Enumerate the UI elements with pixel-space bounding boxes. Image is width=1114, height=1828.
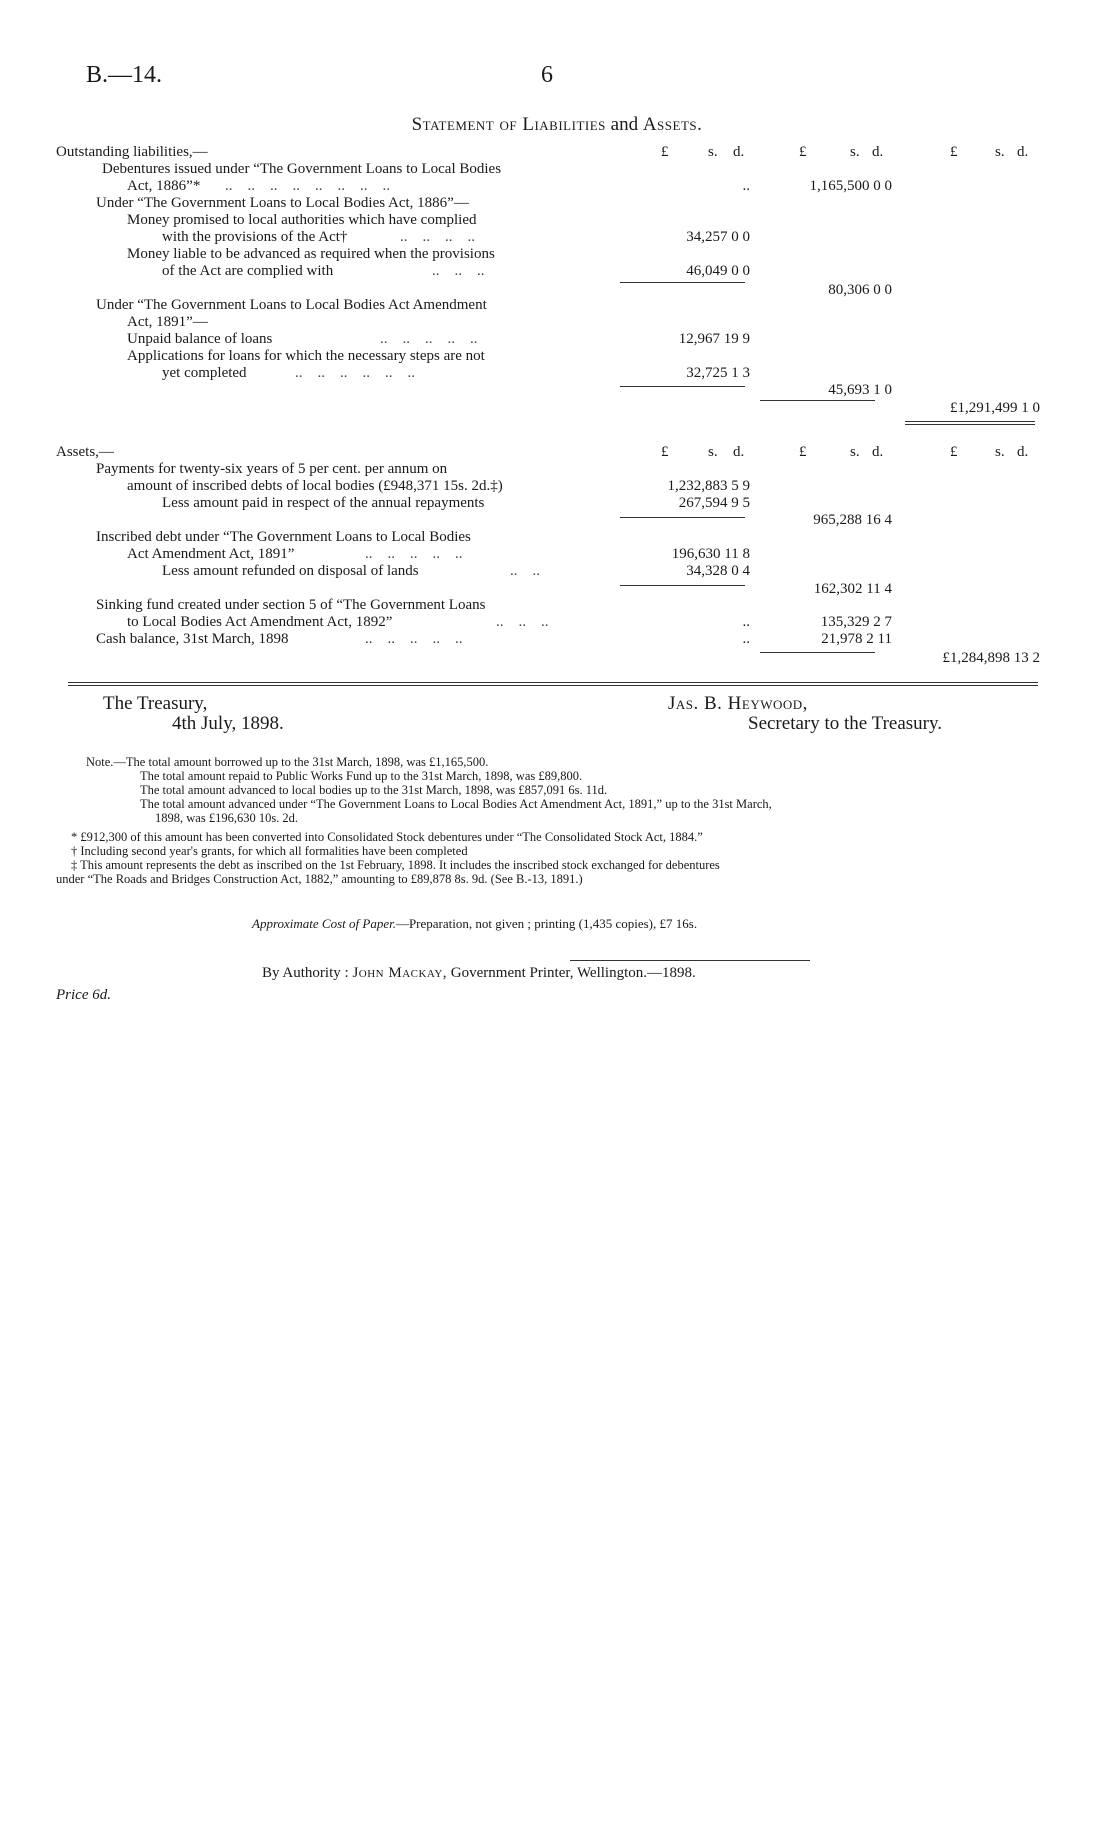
- sinking-row-1: [0, 596, 1114, 614]
- assets-total-row: [0, 649, 1114, 667]
- debentures-col1: ..: [742, 178, 750, 194]
- col1-pound-header: £: [661, 444, 669, 460]
- liable-row-1: [0, 245, 1114, 263]
- title-part-1: Statement of Liabilities: [411, 114, 606, 135]
- signature-date: 4th July, 1898.: [172, 713, 284, 734]
- note-line-1: Note.—The total amount borrowed up to the 31st March, 1898, was £1,165,500.: [86, 755, 489, 769]
- less-repayments-row: [0, 494, 1114, 512]
- col1-pound-header: £: [661, 144, 669, 160]
- col3-d-header: d.: [1017, 144, 1029, 160]
- col2-s-header: s.: [850, 444, 860, 460]
- sinking-label-1: Sinking fund created under section 5 of “The Government Loans: [96, 597, 486, 613]
- note-line-4b: 1898, was £196,630 10s. 2d.: [155, 811, 299, 825]
- payments-col1: 1,232,883 5 9: [667, 478, 750, 494]
- printer-rule: [570, 960, 810, 961]
- subtotal-payments: 965,288 16 4: [813, 512, 892, 528]
- debentures-label-2: Act, 1886”*: [127, 178, 201, 194]
- assets-heading: Assets,—: [56, 444, 114, 460]
- subtotal-1891: 45,693 1 0: [828, 382, 892, 398]
- under-1891-row-1: [0, 296, 1114, 314]
- signatory-name: Jas. B. Heywood,: [668, 693, 808, 714]
- less-refunded-label: Less amount refunded on disposal of lands: [162, 563, 419, 579]
- col2-d-header: d.: [872, 444, 884, 460]
- footnote-double-dagger-2: under “The Roads and Bridges Construction Act, 1882,” amounting to £89,878 8s. 9d. (See B.-13, 1891.): [56, 872, 583, 886]
- statement-title: [0, 114, 1114, 136]
- subtotal-1891-row: [0, 381, 1114, 399]
- promised-row-1: [0, 211, 1114, 229]
- inscribed-row-1: [0, 528, 1114, 546]
- less-repayments-label: Less amount paid in respect of the annual repayments: [162, 495, 485, 511]
- cash-row: [0, 630, 1114, 648]
- promised-label-1: Money promised to local authorities which have complied: [127, 212, 477, 228]
- cost-of-paper-label: Approximate Cost of Paper.: [252, 916, 396, 931]
- liable-label-2: of the Act are complied with: [162, 263, 334, 279]
- liable-label-1: Money liable to be advanced as required when the provisions: [127, 246, 495, 262]
- col3-s-header: s.: [995, 444, 1005, 460]
- col3-d-header: d.: [1017, 444, 1029, 460]
- unpaid-row: [0, 330, 1114, 348]
- leader-dots: .. .. .. .. .. ..: [295, 365, 415, 381]
- promised-col1: 34,257 0 0: [686, 229, 750, 245]
- signatory-title: Secretary to the Treasury.: [748, 713, 942, 734]
- inscribed-label-2: Act Amendment Act, 1891”: [127, 546, 295, 562]
- leader-dots: .. .. ..: [496, 614, 549, 630]
- under-1891-label-2: Act, 1891”—: [127, 314, 208, 330]
- total-double-rule: [905, 424, 1035, 425]
- leader-dots: .. .. .. .. ..: [365, 546, 463, 562]
- sinking-col1: ..: [742, 614, 750, 630]
- liabilities-heading: Outstanding liabilities,—: [56, 144, 208, 160]
- cash-label: Cash balance, 31st March, 1898: [96, 631, 289, 647]
- inscribed-row-2: [0, 545, 1114, 563]
- subtotal-payments-row: [0, 511, 1114, 529]
- col3-pound-header: £: [950, 144, 958, 160]
- col2-d-header: d.: [872, 144, 884, 160]
- page-number: 6: [541, 62, 553, 88]
- section-separator: [68, 682, 1038, 683]
- printer-rest: Government Printer, Wellington.—1898.: [450, 965, 696, 981]
- col1-s-header: s.: [708, 144, 718, 160]
- note-line-3: The total amount advanced to local bodies up to the 31st March, 1898, was £857,091 6s. 11d.: [140, 783, 608, 797]
- title-and: and: [610, 114, 639, 135]
- cash-col1: ..: [742, 631, 750, 647]
- sinking-row-2: [0, 613, 1114, 631]
- promised-label-2: with the provisions of the Act†: [162, 229, 348, 245]
- leader-dots: .. ..: [510, 563, 540, 579]
- liable-row-2: [0, 262, 1114, 280]
- under-1891-row-2: [0, 313, 1114, 331]
- inscribed-label-1: Inscribed debt under “The Government Loans to Local Bodies: [96, 529, 471, 545]
- sinking-label-2: to Local Bodies Act Amendment Act, 1892”: [127, 614, 393, 630]
- liable-col1: 46,049 0 0: [686, 263, 750, 279]
- debentures-col2: 1,165,500 0 0: [809, 178, 892, 194]
- footnote-dagger: † Including second year's grants, for which all formalities have been completed: [71, 844, 468, 858]
- assets-total: £1,284,898 13 2: [942, 650, 1040, 666]
- col1-d-header: d.: [733, 444, 745, 460]
- assets-heading-row: [0, 443, 1114, 461]
- less-refunded-row: [0, 562, 1114, 580]
- cash-col2: 21,978 2 11: [821, 631, 892, 647]
- liabilities-total: £1,291,499 1 0: [950, 400, 1040, 416]
- leader-dots: .. .. .. ..: [400, 229, 475, 245]
- subtotal-inscribed: 162,302 11 4: [813, 581, 892, 597]
- applications-col1: 32,725 1 3: [686, 365, 750, 381]
- leader-dots: .. .. ..: [432, 263, 485, 279]
- payments-row-2: [0, 477, 1114, 495]
- sinking-col2: 135,329 2 7: [820, 614, 892, 630]
- payments-label-2: amount of inscribed debts of local bodies (£948,371 15s. 2d.‡): [127, 478, 503, 494]
- less-refunded-col1: 34,328 0 4: [686, 563, 750, 579]
- debentures-label-1: Debentures issued under “The Government Loans to Local Bodies: [102, 161, 502, 177]
- liabilities-heading-row: [0, 143, 1114, 161]
- signature-place: The Treasury,: [103, 693, 208, 714]
- debentures-row-1: [0, 160, 1114, 178]
- inscribed-col1: 196,630 11 8: [671, 546, 750, 562]
- under-1886-label: Under “The Government Loans to Local Bodies Act, 1886”—: [96, 195, 469, 211]
- applications-row-1: [0, 347, 1114, 365]
- footnote-double-dagger-1: ‡ This amount represents the debt as inscribed on the 1st February, 1898. It includes the inscribed stock exchanged for debentures: [71, 858, 720, 872]
- document-reference: B.—14.: [86, 62, 163, 88]
- footnote-star: * £912,300 of this amount has been converted into Consolidated Stock debentures under “The Consolidated Stock Act, 1884.”: [71, 830, 703, 844]
- under-1886-row: [0, 194, 1114, 212]
- section-separator: [68, 685, 1038, 686]
- payments-row-1: [0, 460, 1114, 478]
- unpaid-label: Unpaid balance of loans: [127, 331, 273, 347]
- cost-of-paper: [252, 916, 697, 932]
- debentures-row-2: [0, 177, 1114, 195]
- payments-label-1: Payments for twenty-six years of 5 per cent. per annum on: [96, 461, 448, 477]
- unpaid-col1: 12,967 19 9: [678, 331, 750, 347]
- col1-d-header: d.: [733, 144, 745, 160]
- col3-pound-header: £: [950, 444, 958, 460]
- col2-pound-header: £: [799, 144, 807, 160]
- title-part-2: Assets.: [642, 114, 703, 135]
- subtotal-1886: 80,306 0 0: [828, 282, 892, 298]
- leader-dots: .. .. .. .. .. .. .. ..: [225, 178, 390, 194]
- col3-s-header: s.: [995, 144, 1005, 160]
- col2-s-header: s.: [850, 144, 860, 160]
- note-line-4a: The total amount advanced under “The Government Loans to Local Bodies Act Amendment Act, 1891,” up to the 31st March,: [140, 797, 772, 811]
- under-1891-label-1: Under “The Government Loans to Local Bodies Act Amendment: [96, 297, 487, 313]
- applications-label-2: yet completed: [162, 365, 247, 381]
- applications-label-1: Applications for loans for which the necessary steps are not: [127, 348, 485, 364]
- printer-prefix: By Authority :: [262, 965, 349, 981]
- applications-row-2: [0, 364, 1114, 382]
- printer-line: [262, 965, 696, 982]
- price: Price 6d.: [56, 987, 111, 1003]
- promised-row-2: [0, 228, 1114, 246]
- leader-dots: .. .. .. .. ..: [365, 631, 463, 647]
- cost-of-paper-details: —Preparation, not given ; printing (1,435 copies), £7 16s.: [395, 916, 698, 931]
- printer-name: John Mackay,: [352, 965, 448, 981]
- col1-s-header: s.: [708, 444, 718, 460]
- less-repayments-col1: 267,594 9 5: [678, 495, 750, 511]
- leader-dots: .. .. .. .. ..: [380, 331, 478, 347]
- note-line-2: The total amount repaid to Public Works Fund up to the 31st March, 1898, was £89,800.: [140, 769, 583, 783]
- liabilities-total-row: [0, 399, 1114, 417]
- total-double-rule: [905, 421, 1035, 422]
- col2-pound-header: £: [799, 444, 807, 460]
